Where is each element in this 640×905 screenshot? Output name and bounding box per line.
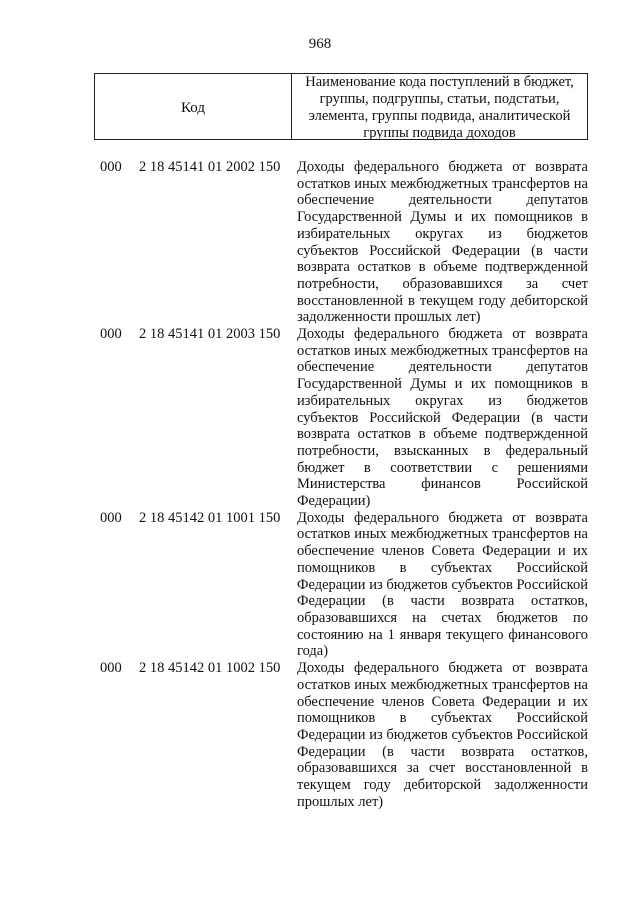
header-name-line: группы подвида доходов [363, 125, 516, 141]
header-name-line: Наименование кода поступлений в бюджет, [305, 74, 574, 90]
page-number: 968 [308, 36, 332, 52]
entry-description: Доходы федерального бюджета от возврата остатков иных межбюджетных трансфертов на обеспечение членов Совета Федерации и их помощников в субъектах Российской Федерации из бюджетов субъектов Российской Федерации (в части возврата остатков, образовавшихся за счет восстановленной в текущем году дебиторской задолженности прошлых лет) [297, 660, 588, 810]
entry-row [0, 510, 640, 660]
entry-revenue-code: 2 18 45142 01 1001 150 [139, 509, 281, 526]
entry-admin-code: 000 [100, 326, 122, 343]
entry-revenue-code: 2 18 45141 01 2002 150 [139, 159, 281, 175]
header-name-column [292, 74, 587, 139]
entry-description: Доходы федерального бюджета от возврата остатков иных межбюджетных трансфертов на обеспечение членов Совета Федерации и их помощников в субъектах Российской Федерации из бюджетов субъектов Российской Федерации (в части возврата остатков, образовавшихся на счетах бюджетов по состоянию на 1 января текущего финансового года) [297, 509, 588, 660]
header-name-line: группы, подгруппы, статьи, подстатьи, [319, 91, 560, 107]
entry-description: Доходы федерального бюджета от возврата остатков иных межбюджетных трансфертов на обеспечение деятельности депутатов Государственной Думы и их помощников в избирательных округах из бюджетов субъектов Российской Федерации (в части возврата остатков в объеме подтвержденной потребности, образовавшихся за счет восстановленной в текущем году дебиторской задолженности прошлых лет) [297, 159, 588, 326]
entry-admin-code: 000 [100, 660, 122, 677]
entry-row [0, 159, 640, 326]
entries-list [0, 159, 640, 810]
entry-admin-code: 000 [100, 159, 122, 175]
table-header [94, 73, 588, 140]
header-name-line: элемента, группы подвида, аналитической [308, 108, 571, 124]
entry-row [0, 660, 640, 810]
entry-revenue-code: 2 18 45141 01 2003 150 [139, 326, 281, 343]
entry-admin-code: 000 [100, 509, 122, 526]
entry-description: Доходы федерального бюджета от возврата остатков иных межбюджетных трансфертов на обеспечение деятельности депутатов Государственной Думы и их помощников в избирательных округах из бюджетов субъектов Российской Федерации (в части возврата остатков в объеме подтвержденной потребности, взысканных в федеральный бюджет в соответствии с решениями Министерства финансов Российской Федерации) [297, 326, 588, 510]
header-code-column: Код [95, 74, 292, 139]
entry-revenue-code: 2 18 45142 01 1002 150 [139, 660, 281, 677]
entry-row [0, 326, 640, 510]
